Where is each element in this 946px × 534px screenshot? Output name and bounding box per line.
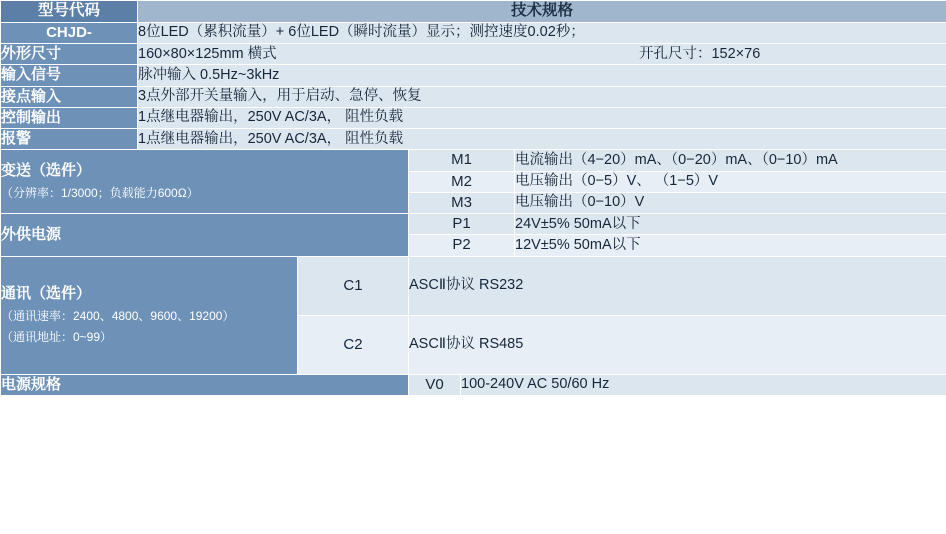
option-code-p2: P2 <box>409 235 515 256</box>
row-value-control-output: 1点继电器输出，250V AC/3A， 阻性负载 <box>138 107 946 128</box>
row-value-dimensions <box>138 44 946 65</box>
table-header-row <box>1 1 946 23</box>
option-value-v0: 100-240V AC 50/60 Hz <box>461 374 946 395</box>
row-label-chjd: CHJD- <box>1 22 138 43</box>
table-row <box>1 256 946 315</box>
option-code-m2: M2 <box>409 171 515 192</box>
row-label-input-signal: 输入信号 <box>1 65 138 86</box>
dimensions-size: 160×80×125mm 横式 <box>138 45 277 62</box>
option-value-m2: 电压输出（0−5）V、 （1−5）V <box>515 171 946 192</box>
row-value-alarm: 1点继电器输出，250V AC/3A， 阻性负载 <box>138 129 946 150</box>
row-label-alarm: 报警 <box>1 129 138 150</box>
option-code-c1: C1 <box>298 256 409 315</box>
option-code-p1: P1 <box>409 214 515 235</box>
row-label-external-power <box>1 214 409 257</box>
option-value-p2: 12V±5% 50mA以下 <box>515 235 946 256</box>
row-value-contact-input: 3点外部开关量输入，用于启动、急停、恢复 <box>138 86 946 107</box>
row-label-communication <box>1 256 298 374</box>
communication-label: 通讯（选件） <box>1 284 92 302</box>
option-value-c1: ASCⅡ协议 RS232 <box>409 256 946 315</box>
transmitter-label: 变送（选件） <box>1 161 92 179</box>
header-model-code: 型号代码 <box>1 1 138 23</box>
table-row <box>1 65 946 86</box>
row-label-contact-input: 接点输入 <box>1 86 138 107</box>
header-technical-spec: 技术规格 <box>138 1 946 23</box>
communication-sublabel-speed: （通讯速率：2400、4800、9600、19200） <box>1 309 235 324</box>
table-row <box>1 44 946 65</box>
option-code-m1: M1 <box>409 150 515 171</box>
table-row <box>1 214 946 235</box>
option-code-c2: C2 <box>298 315 409 374</box>
option-value-c2: ASCⅡ协议 RS485 <box>409 315 946 374</box>
table-row <box>1 22 946 43</box>
table-row <box>1 374 946 395</box>
option-code-m3: M3 <box>409 192 515 213</box>
row-label-control-output: 控制输出 <box>1 107 138 128</box>
option-value-p1: 24V±5% 50mA以下 <box>515 214 946 235</box>
table-row <box>1 107 946 128</box>
option-value-m1: 电流输出（4−20）mA、（0−20）mA、（0−10）mA <box>515 150 946 171</box>
table-row <box>1 86 946 107</box>
dimensions-cutout: 开孔尺寸：152×76 <box>638 45 761 62</box>
transmitter-sublabel: （分辨率：1/3000；负载能力600Ω） <box>1 186 199 201</box>
external-power-label: 外供电源 <box>1 225 62 243</box>
option-value-m3: 电压输出（0−10）V <box>515 192 946 213</box>
communication-sublabel-address: （通讯地址：0~99） <box>1 330 113 345</box>
row-label-transmitter <box>1 150 409 214</box>
row-label-power-spec: 电源规格 <box>1 374 409 395</box>
row-label-dimensions: 外形尺寸 <box>1 44 138 65</box>
row-value-input-signal: 脉冲输入 0.5Hz~3kHz <box>138 65 946 86</box>
table-row <box>1 150 946 171</box>
table-row <box>1 129 946 150</box>
option-code-v0: V0 <box>409 374 461 395</box>
row-value-chjd: 8位LED（累积流量）+ 6位LED（瞬时流量）显示；测控速度0.02秒； <box>138 22 946 43</box>
